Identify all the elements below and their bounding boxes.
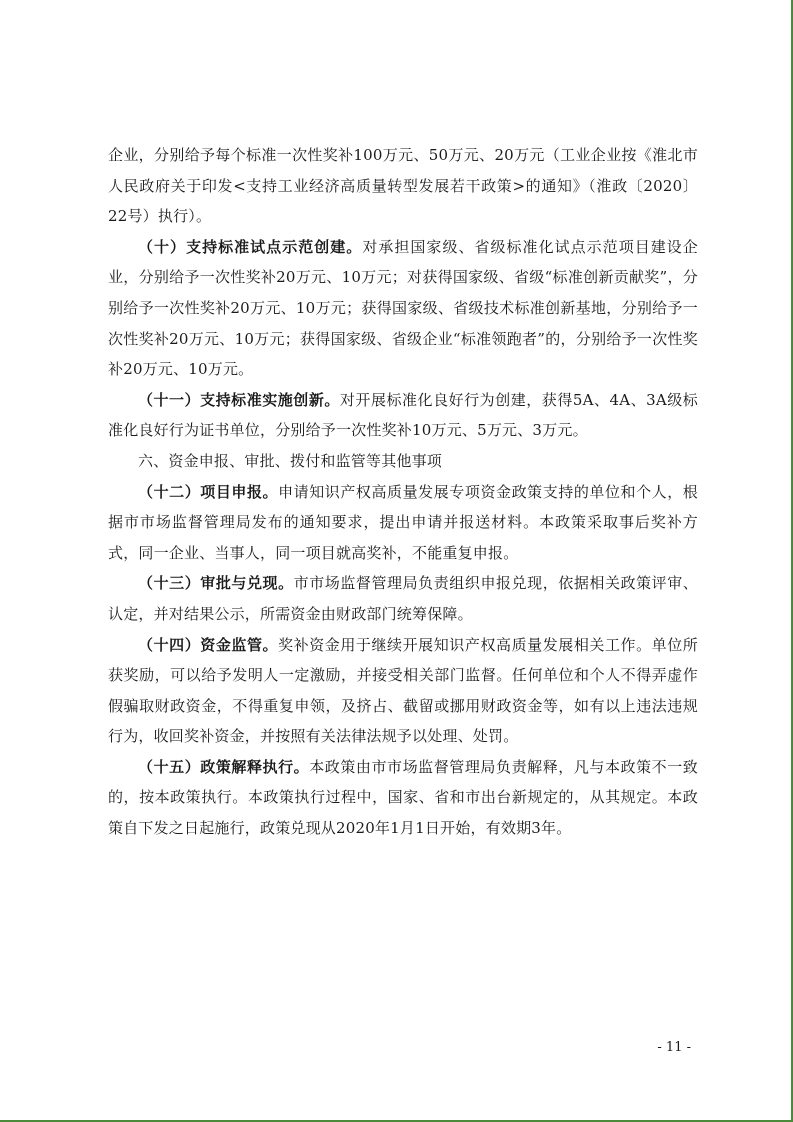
clause-13 xyxy=(108,568,698,629)
clause-title: （十五）政策解释执行。 xyxy=(138,757,310,776)
clause-text: 申请知识产权高质量发展专项资金政策支持的单位和个人，根据市市场监督管理局发布的通知要求，提出申请并报送材料。本政策采取事后奖补方式，同一企业、当事人，同一项目就高奖补，不能重复申报。 xyxy=(108,482,698,562)
clause-text: 对开展标准化良好行为创建，获得5A、4A、3A级标准化良好行为证书单位，分别给予一次性奖补10万元、5万元、3万元。 xyxy=(108,390,698,440)
clause-11 xyxy=(108,385,698,446)
paragraph-continuation: 企业，分别给予每个标准一次性奖补100万元、50万元、20万元（工业企业按《淮北市人民政府关于印发<支持工业经济高质量转型发展若干政策>的通知》（淮政〔2020〕22号）执行）。 xyxy=(108,146,698,226)
clause-title: （十三）审批与兑现。 xyxy=(138,574,294,593)
clause-10 xyxy=(108,232,698,385)
clause-title: （十）支持标准试点示范创建。 xyxy=(138,237,363,256)
clause-title: （十四）资金监管。 xyxy=(138,635,279,654)
clause-title: （十二）项目申报。 xyxy=(138,482,279,501)
clause-12 xyxy=(108,477,698,569)
clause-15 xyxy=(108,752,698,844)
clause-text: 市市场监督管理局负责组织申报兑现，依据相关政策评审、认定，并对结果公示，所需资金由财政部门统筹保障。 xyxy=(108,574,698,623)
clause-14 xyxy=(108,630,698,752)
clause-title: （十一）支持标准实施创新。 xyxy=(138,390,340,409)
clause-text: 奖补资金用于继续开展知识产权高质量发展相关工作。单位所获奖励，可以给予发明人一定激励，并接受相关部门监督。任何单位和个人不得弄虚作假骗取财政资金，不得重复申领，及挤占、截留或挪用财政资金等，如有以上违法违规行为，收回奖补资金，并按照有关法律法规予以处理、处罚。 xyxy=(108,635,698,746)
section-heading: 六、资金申报、审批、拨付和监管等其他事项 xyxy=(138,451,443,470)
clause-text: 本政策由市市场监督管理局负责解释，凡与本政策不一致的，按本政策执行。本政策执行过程中，国家、省和市出台新规定的，从其规定。本政策自下发之日起施行，政策兑现从2020年1月1日开始，有效期3年。 xyxy=(108,757,698,838)
clause-text: 对承担国家级、省级标准化试点示范项目建设企业，分别给予一次性奖补20万元、10万元；对获得国家级、省级“标准创新贡献奖”，分别给予一次性奖补20万元、10万元；获得国家级、省级技术标准创新基地，分别给予一次性奖补20万元、10万元；获得国家级、省级企业“标准领跑者”的，分别给予一次性奖补20万元、10万元。 xyxy=(108,237,698,379)
document-body xyxy=(108,140,698,844)
page-number: - 11 - xyxy=(657,1040,691,1055)
